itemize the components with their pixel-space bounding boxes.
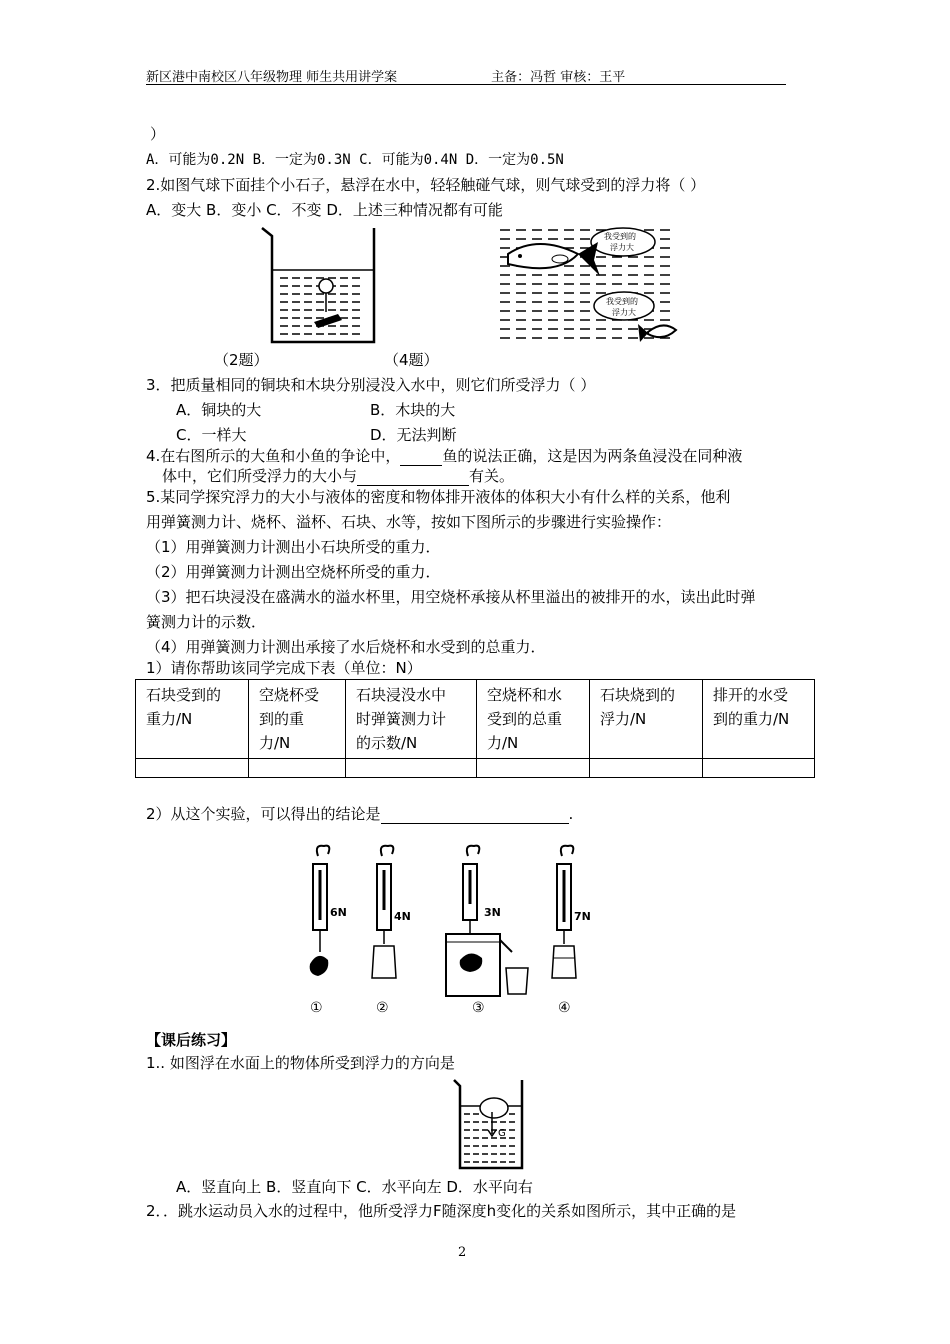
table-header-cell: 石块受到的 重力/N xyxy=(136,680,249,759)
floating-object-icon xyxy=(480,1098,508,1118)
table-cell-input[interactable] xyxy=(136,759,249,778)
step-label-3: ③ xyxy=(472,1000,485,1016)
reading-3: 3N xyxy=(484,906,501,919)
q5-step-3b: 簧测力计的示数． xyxy=(146,613,267,631)
after-class-q2-stem: 2．．跳水运动员入水的过程中，他所受浮力F随深度h变化的关系如图所示，其中正确的是 xyxy=(146,1202,737,1220)
header-right: 主备：冯哲 审核：王平 xyxy=(491,70,626,85)
q5-step-3a: （3）把石块浸没在盛满水的溢水杯里，用空烧杯承接从杯里溢出的被排开的水，读出此时弹 xyxy=(146,588,756,606)
q5-step-1: （1）用弹簧测力计测出小石块所受的重力． xyxy=(146,538,441,556)
table-header-cell: 空烧杯和水 受到的总重 力/N xyxy=(477,680,590,759)
table-cell-input[interactable] xyxy=(477,759,590,778)
conclusion-blank[interactable] xyxy=(381,805,569,824)
header-left: 新区港中南校区八年级物理 师生共用讲学案 xyxy=(146,70,398,85)
page-number: 2 xyxy=(458,1245,467,1260)
table-cell-input[interactable] xyxy=(590,759,703,778)
small-fish-speech-line2: 浮力大 xyxy=(612,308,636,317)
table-header-cell: 石块烧到的 浮力/N xyxy=(590,680,703,759)
header-rule xyxy=(146,84,786,85)
floating-object-beaker-figure xyxy=(452,1078,526,1172)
table-header-cell: 空烧杯受 到的重 力/N xyxy=(249,680,346,759)
table-header-cell: 石块浸没水中 时弹簧测力计 的示数/N xyxy=(346,680,477,759)
spring-scale-4 xyxy=(552,846,576,978)
results-table xyxy=(135,679,815,778)
beaker-icon xyxy=(372,946,396,978)
q5-step-4: （4）用弹簧测力计测出承接了水后烧杯和水受到的总重力． xyxy=(146,638,546,656)
q2-caption: （2题） xyxy=(214,351,269,369)
spring-scale-2 xyxy=(372,846,396,978)
balloon-icon xyxy=(319,279,333,293)
q4-caption: （4题） xyxy=(384,351,439,369)
q5-sub2: 2）从这个实验，可以得出的结论是 . xyxy=(146,805,574,823)
table-cell-input[interactable] xyxy=(249,759,346,778)
after-class-q1-options: A．竖直向上 B．竖直向下 C．水平向左 D．水平向右 xyxy=(176,1178,533,1196)
gravity-label: G xyxy=(498,1128,506,1139)
q3-option-d: D．无法判断 xyxy=(370,426,457,444)
q4-blank-2[interactable] xyxy=(357,467,469,486)
q1-close-paren: ） xyxy=(150,125,166,143)
step-label-2: ② xyxy=(376,1000,389,1016)
reading-2: 4N xyxy=(394,910,411,923)
q5-intro-1: 5.某同学探究浮力的大小与液体的密度和物体排开液体的体积大小有什么样的关系，他利 xyxy=(146,488,731,506)
small-fish-icon xyxy=(648,325,676,337)
q2-stem: 2.如图气球下面挂个小石子，悬浮在水中，轻轻触碰气球，则气球受到的浮力将（ ） xyxy=(146,176,706,194)
q3-option-a: A．铜块的大 xyxy=(176,401,262,419)
big-fish-speech-line1: 我受到的 xyxy=(604,232,636,241)
q2-beaker-figure xyxy=(258,224,380,346)
big-fish-speech-line2: 浮力大 xyxy=(610,243,634,252)
spring-scale-3 xyxy=(446,846,528,996)
q3-option-b: B．木块的大 xyxy=(370,401,456,419)
q3-option-c: C．一样大 xyxy=(176,426,247,444)
q4-fish-figure xyxy=(498,224,678,350)
spring-scale-1 xyxy=(310,846,330,976)
table-row xyxy=(136,759,815,778)
page-header xyxy=(146,66,625,85)
q3-stem: 3．把质量相同的铜块和木块分别浸没入水中，则它们所受浮力（ ） xyxy=(146,376,596,394)
step-label-4: ④ xyxy=(558,1000,571,1016)
q2-options: A．变大 B．变小 C．不变 D．上述三种情况都有可能 xyxy=(146,201,503,219)
stone-icon xyxy=(310,956,329,976)
reading-4: 7N xyxy=(574,910,591,923)
spring-scale-experiment-figure xyxy=(296,840,612,1020)
table-header-cell: 排开的水受 到的重力/N xyxy=(703,680,815,759)
reading-1: 6N xyxy=(330,906,347,919)
q4-blank-1[interactable] xyxy=(400,447,442,466)
q4-line2: 体中，它们所受浮力的大小与 有关。 xyxy=(162,467,515,485)
table-header-row xyxy=(136,680,815,759)
after-class-q1-stem: 1.. 如图浮在水面上的物体所受到浮力的方向是 xyxy=(146,1054,455,1072)
q5-intro-2: 用弹簧测力计、烧杯、溢杯、石块、水等，按如下图所示的步骤进行实验操作： xyxy=(146,513,672,531)
small-fish-speech-line1: 我受到的 xyxy=(606,297,638,306)
q1-options: A．可能为0.2N B．一定为0.3N C．可能为0.4N D．一定为0.5N xyxy=(146,152,564,168)
q5-sub1: 1）请你帮助该同学完成下表（单位：N） xyxy=(146,659,422,677)
q5-step-2: （2）用弹簧测力计测出空烧杯所受的重力． xyxy=(146,563,441,581)
after-class-title: 【课后练习】 xyxy=(146,1031,237,1049)
step-label-1: ① xyxy=(310,1000,323,1016)
q4-line1: 4.在右图所示的大鱼和小鱼的争论中， 鱼的说法正确，这是因为两条鱼浸没在同种液 xyxy=(146,447,743,465)
table-cell-input[interactable] xyxy=(703,759,815,778)
table-cell-input[interactable] xyxy=(346,759,477,778)
